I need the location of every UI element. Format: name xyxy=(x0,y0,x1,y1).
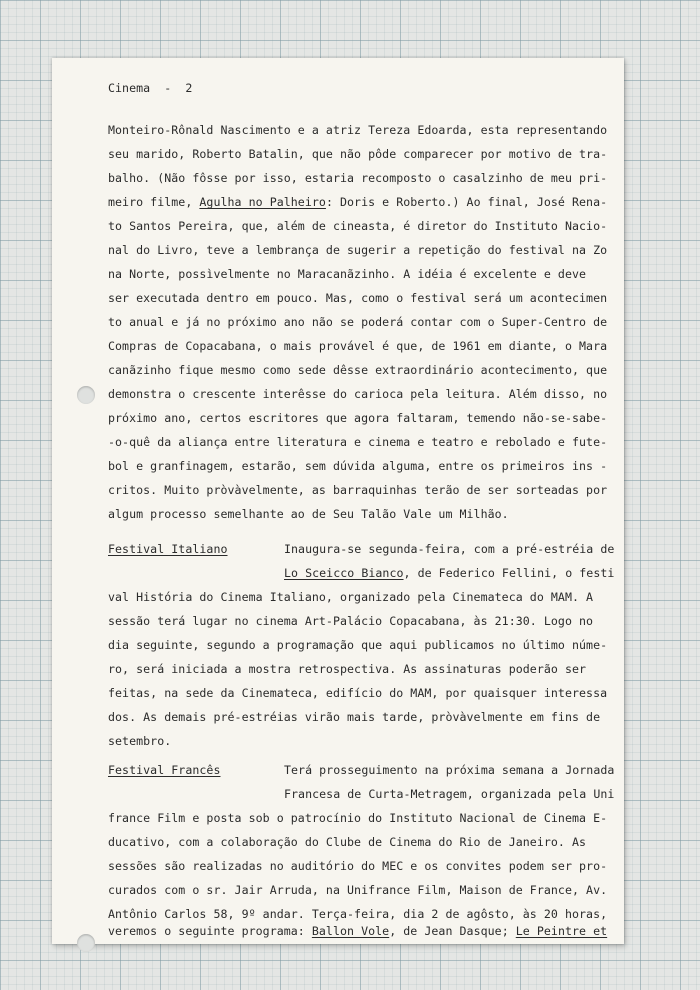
film-title: Agulha no Palheiro xyxy=(199,195,326,209)
text-line: setembro. xyxy=(108,734,172,748)
text-line: ro, será iniciada a mostra retrospectiva. As assinaturas poderão ser xyxy=(108,662,587,676)
section-heading-festival-frances: Festival Francês xyxy=(108,763,221,777)
punch-hole xyxy=(77,934,95,952)
text-line: próximo ano, certos escritores que agora faltaram, temendo não-se-sabe- xyxy=(108,411,608,425)
text-line: Francesa de Curta-Metragem, organizada pela Uni xyxy=(284,787,615,801)
text-line: dia seguinte, segundo a programação que aqui publicamos no último núme- xyxy=(108,638,608,652)
section-heading-festival-italiano: Festival Italiano xyxy=(108,542,228,556)
text-line: Monteiro-Rônald Nascimento e a atriz Tereza Edoarda, esta representando xyxy=(108,123,608,137)
section-title: Cinema xyxy=(108,81,151,95)
text-line: sessões são realizadas no auditório do MEC e os convites podem ser pro- xyxy=(108,859,608,873)
text-line: feitas, na sede da Cinemateca, edifício do MAM, por quaisquer interessa xyxy=(108,686,608,700)
header-dash: - xyxy=(164,81,172,95)
text-run: , de Jean Dasque; xyxy=(389,924,516,938)
typewritten-page xyxy=(52,58,624,944)
text-line: to Santos Pereira, que, além de cineasta, é diretor do Instituto Nacio- xyxy=(108,219,608,233)
film-title: Le Peintre et xyxy=(515,924,608,938)
text-line: Terá prosseguimento na próxima semana a Jornada xyxy=(284,763,615,777)
text-line: canãzinho fique mesmo como sede dêsse extraordinário acontecimento, que xyxy=(108,363,608,377)
text-line: france Film e posta sob o patrocínio do Instituto Nacional de Cinema E- xyxy=(108,811,608,825)
text-line: balho. (Não fôsse por isso, estaria recomposto o casalzinho de meu pri- xyxy=(108,171,608,185)
page-number: 2 xyxy=(185,81,193,95)
text-line: curados com o sr. Jair Arruda, na Unifrance Film, Maison de France, Av. xyxy=(108,883,608,897)
text-line: bol e granfinagem, estarão, sem dúvida alguma, entre os primeiros ins - xyxy=(108,459,608,473)
film-title: Lo Sceicco Bianco xyxy=(284,566,404,580)
text-line xyxy=(108,924,607,938)
text-line xyxy=(108,195,607,209)
text-line: nal do Livro, teve a lembrança de sugerir a repetição do festival na Zo xyxy=(108,243,608,257)
punch-hole xyxy=(77,386,95,404)
page-header xyxy=(108,81,192,95)
text-line: na Norte, possìvelmente no Maracanãzinho. A idéia é excelente e deve xyxy=(108,267,587,281)
text-run: veremos o seguinte programa: xyxy=(108,924,312,938)
text-line: seu marido, Roberto Batalin, que não pôde comparecer por motivo de tra- xyxy=(108,147,608,161)
text-line: Inaugura-se segunda-feira, com a pré-estréia de xyxy=(284,542,615,556)
film-title: Ballon Vole xyxy=(311,924,390,938)
text-line: -o-quê da aliança entre literatura e cinema e teatro e rebolado e fute- xyxy=(108,435,608,449)
text-run: : Doris e Roberto.) Ao final, José Rena- xyxy=(325,195,608,209)
text-line: algum processo semelhante ao de Seu Talão Vale um Milhão. xyxy=(108,507,509,521)
text-line: Compras de Copacabana, o mais provável é que, de 1961 em diante, o Mara xyxy=(108,339,608,353)
text-line: ducativo, com a colaboração do Clube de Cinema do Rio de Janeiro. As xyxy=(108,835,587,849)
text-line: dos. As demais pré-estréias virão mais tarde, pròvàvelmente em fins de xyxy=(108,710,601,724)
text-run: , de Federico Fellini, o festi xyxy=(403,566,615,580)
text-line: val História do Cinema Italiano, organizado pela Cinemateca do MAM. A xyxy=(108,590,594,604)
text-line: demonstra o crescente interêsse do carioca pela leitura. Além disso, no xyxy=(108,387,608,401)
text-line: Antônio Carlos 58, 9º andar. Terça-feira, dia 2 de agôsto, às 20 horas, xyxy=(108,907,608,921)
text-line: ser executada dentro em pouco. Mas, como o festival será um acontecimen xyxy=(108,291,608,305)
text-line: critos. Muito pròvàvelmente, as barraquinhas terão de ser sorteadas por xyxy=(108,483,608,497)
text-run: meiro filme, xyxy=(108,195,200,209)
text-line: to anual e já no próximo ano não se poderá contar com o Super-Centro de xyxy=(108,315,608,329)
text-line xyxy=(284,566,614,580)
text-line: sessão terá lugar no cinema Art-Palácio Copacabana, às 21:30. Logo no xyxy=(108,614,594,628)
